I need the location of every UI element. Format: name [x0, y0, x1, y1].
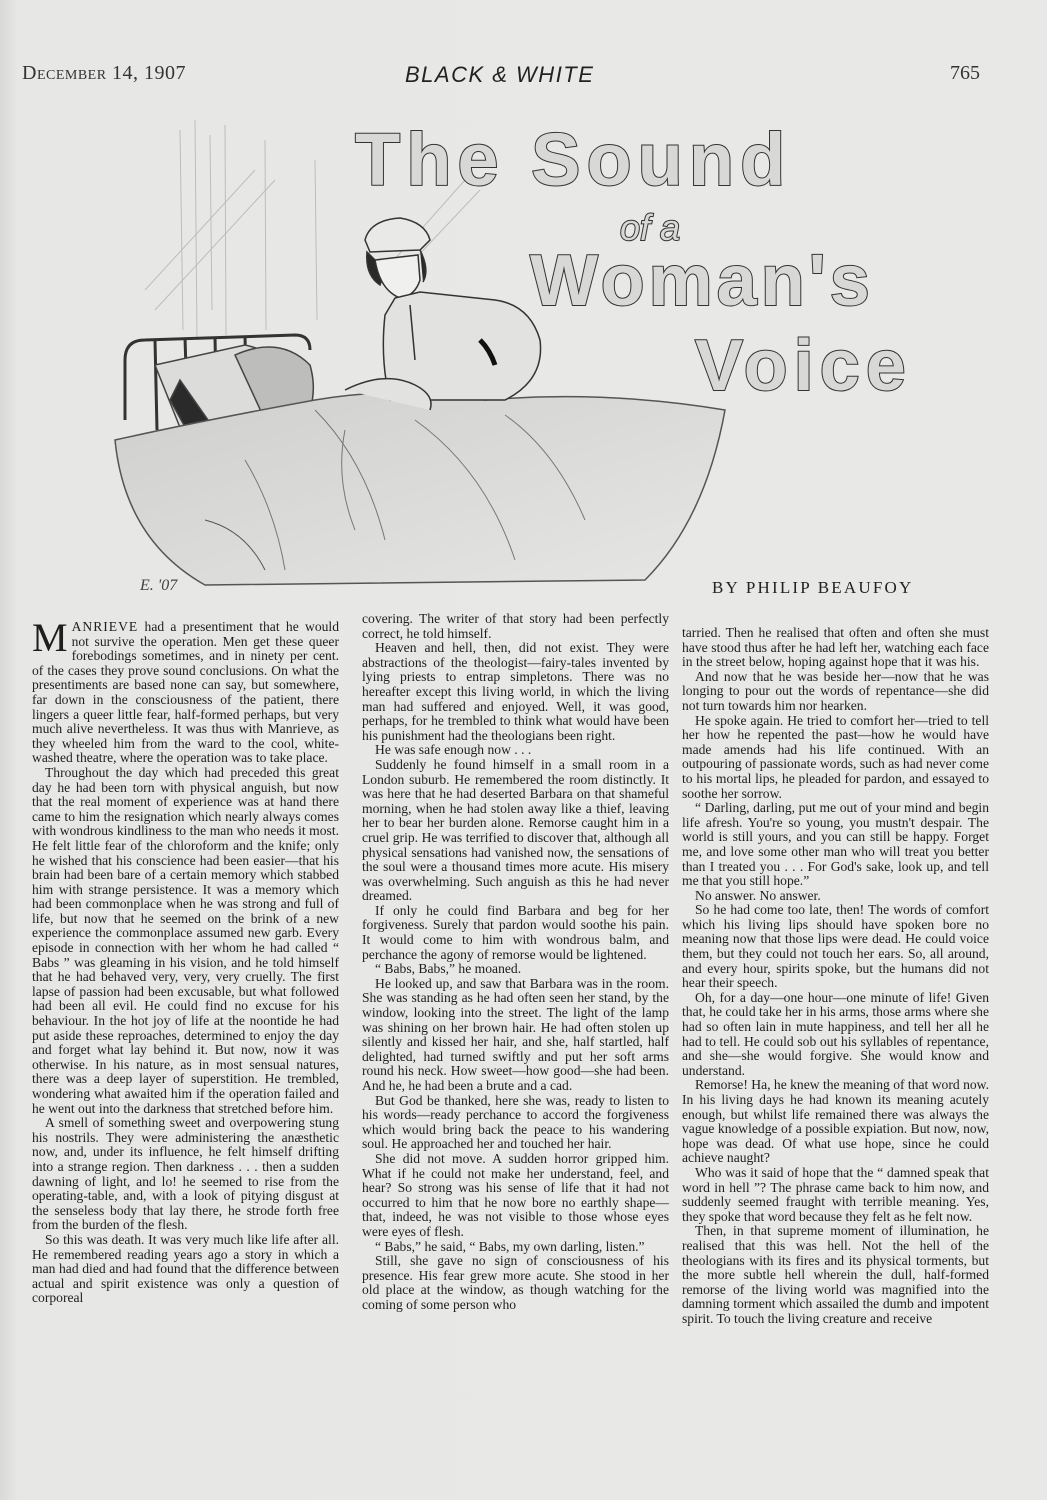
paragraph: Suddenly he found himself in a small room in a London suburb. He remembered the room distinctly. It was here that he had deserted Barbara on that shameful morning, when he had stolen away like a thief, leaving her to bear her burden alone. Remorse caught him in a cruel grip. He was terrified to discover that, although all physical sensations had vanished now, the sensations of the soul were a thousand times more acute. His misery was overwhelming. Such anguish as this he had never dreamed.	[362, 756, 669, 904]
paragraph: But God be thanked, here she was, ready to listen to his words—ready perchance to accord the forgiveness which would bring back the peace to his wandering soul. He approached her and touched her hair.	[362, 1092, 669, 1152]
nurse-figure	[345, 218, 541, 410]
paragraph: Oh, for a day—one hour—one minute of life! Given that, he could take her in his arms, those arms where she had so often lain in mute happiness, and tell her all he had to tell. He could sob out his syllables of repentance, and she—she would forgive. She would know and understand.	[682, 989, 989, 1078]
paragraph: MANRIEVE had a presentiment that he would not survive the operation. Men get these queer forebodings sometimes, and in ninety per cent. of the cases they prove sound conclusions. On what the presentiments are based none can say, but somewhere, far down in the consciousness of the patient, there lingers a queer little fear, half-formed perhaps, but very much alive nevertheless. It was thus with Manrieve, as they wheeled him from the ward to the cool, white-washed theatre, where the operation was to take place.	[32, 615, 339, 766]
opening-word: ANRIEVE	[71, 619, 139, 634]
paragraph: Heaven and hell, then, did not exist. They were abstractions of the theologist—fairy-tales invented by lying priests to entrap simpletons. There was no hereafter except this living world, in which the living man had suffered and enjoyed. Well, it was good, perhaps, for he trembled to think what would have been his punishment had the theologians been right.	[362, 640, 669, 743]
paragraph: He was safe enough now . . .	[375, 742, 532, 758]
paragraph: Then, in that supreme moment of illumination, he realised that this was hell. Not the hell of the theologians with its fires and its physical torments, but the more subtle hell wherein the dull, half-formed remorse of the living world was magnified into the damning torment which assailed the dumb and impotent spirit. To touch the living creature and receive	[682, 1223, 989, 1326]
page-number: 765	[950, 62, 980, 84]
paragraph: Still, she gave no sign of consciousness of his presence. His fear grew more acute. She stood in her old place at the window, as though watching for the coming of some person who	[362, 1253, 669, 1312]
paragraph: Remorse! Ha, he knew the meaning of that word now. In his living days he had known its meaning acutely enough, but whilst life remained there was always the vague knowledge of a possible expiation. But now, now, hope was dead. Of what use hope, since he could achieve naught?	[682, 1077, 989, 1166]
title-line-1: The Sound	[355, 118, 792, 201]
paragraph: A smell of something sweet and overpowering stung his nostrils. They were administering the anæsthetic now, and, under its influence, he felt himself drifting into a strange region. Then darkness . . . then a sudden dawning of light, and lo! he seemed to rise from the operating-table, and, with a look of pitying disgust at the senseless body that lay there, he strode forth free from the burden of the flesh.	[32, 1115, 339, 1233]
column-2	[362, 612, 669, 1313]
paragraph: “ Darling, darling, put me out of your mind and begin life afresh. You're so young, you mustn't despair. The world is still yours, and you can still be happy. Forget me, and love some other man who will treat you better than I treated you . . . For God's sake, look up, and tell me that you still hope.”	[682, 800, 989, 889]
publication-title: BLACK & WHITE	[405, 62, 595, 87]
paragraph: tarried. Then he realised that often and often she must have stood thus after he had left her, watching each face in the street below, hoping against hope that it was his.	[682, 625, 989, 670]
paragraph: So he had come too late, then! The words of comfort which his living lips should have spoken bore no meaning now that those lips were dead. He could voice them, but they could not touch her ears. So, all around, and every hour, spirits spoke, but the humans did not hear their speech.	[682, 902, 989, 991]
column-3	[682, 626, 989, 1327]
paragraph: She did not move. A sudden horror gripped him. What if he could not make her understand, feel, and hear? So strong was his sense of life that it had not occurred to him that he now bore no earthly shape—that, indeed, he was not visible to those whose eyes were eyes of flesh.	[362, 1150, 669, 1239]
artist-signature: E. '07	[140, 577, 178, 594]
paragraph: covering. The writer of that story had been perfectly correct, he told himself.	[362, 611, 669, 641]
paragraph: If only he could find Barbara and beg for her forgiveness. Surely that pardon would soothe his pain. It would come to him with wondrous balm, and perchance the agony of remorse would be lightened.	[362, 902, 669, 962]
paragraph: Who was it said of hope that the “ damned speak that word in hell ”? The phrase came back to him now, and suddenly seemed fraught with terrible meaning. Yes, they spoke that word because they felt as he felt now.	[682, 1164, 989, 1224]
drop-cap: M	[32, 615, 68, 660]
paragraph: He looked up, and saw that Barbara was in the room. She was standing as he had often seen her stand, by the window, looking into the street. The light of the lamp was shining on her brown hair. He had often stolen up silently and kissed her hair, and she, half startled, half delighted, had turned swiftly and put her soft arms round his neck. How sweet—how good—she had been. And he, he had been a brute and a cad.	[362, 975, 669, 1093]
paragraph: “ Babs,” he said, “ Babs, my own darling, listen.”	[375, 1238, 645, 1254]
column-1	[32, 615, 339, 1306]
paragraph: Throughout the day which had preceded this great day he had been torn with physical anguish, but now that the real moment of experience was at hand there came to him the resignation which nearly always comes with wondrous kindliness to the man who needs it most. He felt little fear of the chloroform and the knife; only he wished that his conscience had been easier—that his brain had been bare of a certain memory which stabbed him with strange persistence. It was a memory which had been commonplace when he was strong and full of life, but now that he seemed on the brink of a new experience the commonplace assumed new garb. Every episode in connection with her whom he had called “ Babs ” was gleaming in his vision, and he told himself that he had behaved very, very, very cruelly. The first lapse of passion had been excusable, but what followed had been all evil. He could find no excuse for his behaviour. In the hot joy of life at the noontide he had put aside these reproaches, determined to enjoy the day and forget what lay behind it. But now, now it was otherwise. In his nature, as in most sensual natures, there was a deep layer of superstition. He trembled, wondering what awaited him if the operation failed and he went out into the darkness that stretched before him.	[32, 764, 339, 1116]
title-line-2: of a	[620, 207, 681, 248]
paragraph: And now that he was beside her—now that he was longing to pour out the words of repentance—she did not turn towards him nor hearken.	[682, 668, 989, 713]
paragraph: He spoke again. He tried to comfort her—tried to tell her how he repented the past—how he would have made amends had his life continued. With an outpouring of passionate words, such as had never come to his mortal lips, he pleaded for pardon, and essayed to soothe her sorrow.	[682, 712, 989, 801]
article-body	[32, 611, 1000, 1490]
story-illustration	[85, 100, 965, 600]
byline: BY PHILIP BEAUFOY	[712, 578, 914, 597]
paragraph: “ Babs, Babs,” he moaned.	[375, 961, 522, 977]
running-head	[0, 62, 1047, 92]
paragraph: No answer. No answer.	[695, 887, 821, 903]
title-line-3: Woman's	[530, 241, 874, 321]
title-line-4: Voice	[695, 326, 912, 406]
bed-blanket	[115, 393, 725, 586]
issue-date: December 14, 1907	[22, 62, 187, 84]
paragraph: So this was death. It was very much like life after all. He remembered reading years ago a story in which a man had died and had found that the difference between actual and spirit existence was only a question of corporeal	[32, 1231, 339, 1306]
